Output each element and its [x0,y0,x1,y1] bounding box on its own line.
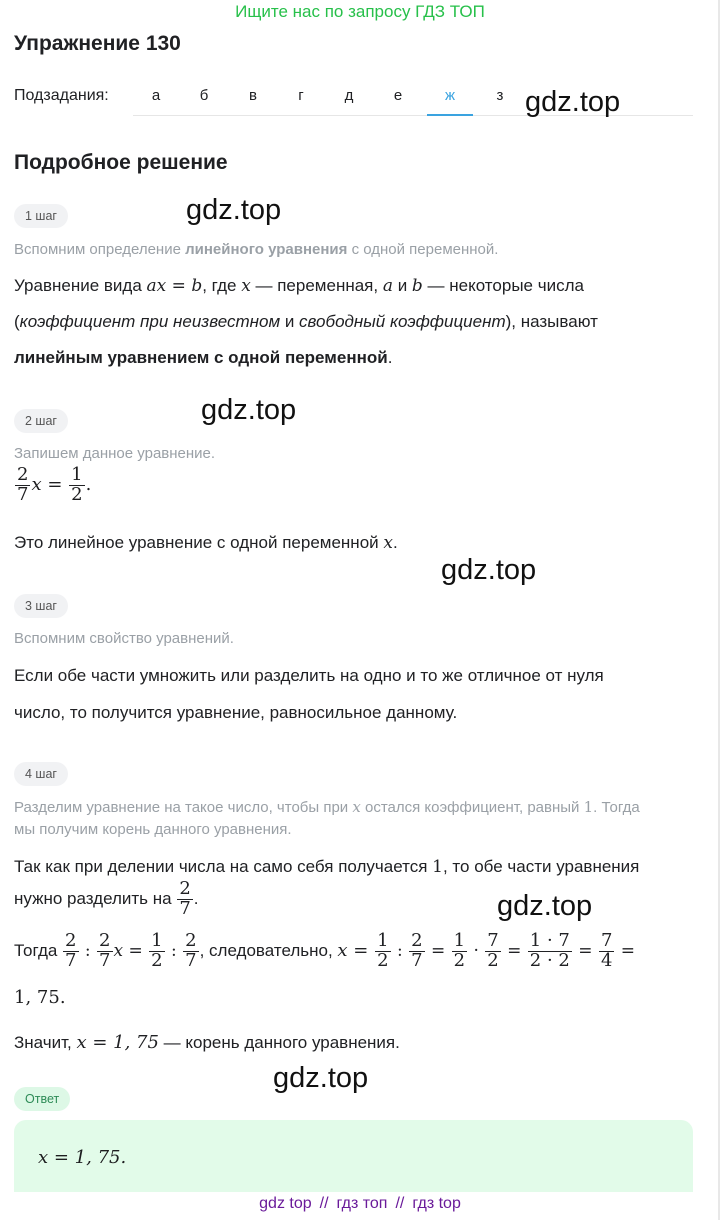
answer-value: x = 1, 75. [38,1147,127,1168]
page-title: Упражнение 130 [14,32,181,55]
step-hint: Разделим уравнение на такое число, чтобы при x остался коэффициент, равный 1. Тогда мы получим корень данного уравнения. [14,798,640,838]
subtask-tab-e[interactable]: е [393,87,403,104]
footer-links: gdz top // гдз топ // гдз top [259,1195,461,1212]
step-badge: 3 шаг [14,594,68,618]
top-banner: Ищите нас по запросу ГДЗ ТОП [235,2,485,21]
watermark: gdz.top [525,86,621,118]
subtask-tab-v[interactable]: в [249,87,257,104]
step-text: нужно разделить на $\frac{2}{7}$ . [14,878,199,919]
equation-line: Тогда $\frac{2}{7}$ : $\frac{2}{7}$ x = $\frac{1}{2}$ : $\frac{2}{7}$ , следовательно, x = $\frac{1}{2}$ : $\frac{2}{7}$ = $\frac{1}{2}$ · $\frac{7}{2}$ = $\frac{1 \cdot 7}{2 \cdot 2}$ = $\frac{7}{4}$ = [14,930,636,971]
section-title: Подробное решение [14,151,228,174]
subtask-tab-b[interactable]: б [199,87,209,104]
step-text: Уравнение вида ax = b, где x — переменная, a и b — некоторые числа (коэффициент при неизвестном и свободный коэффициент), называют линейным уравнением с одной переменной. [14,276,598,367]
step-badge: 4 шаг [14,762,68,786]
step-badge: 2 шаг [14,409,68,433]
subtask-tab-a[interactable]: а [151,87,161,104]
footer-link[interactable]: гдз топ [336,1195,388,1212]
answer-badge: Ответ [14,1087,70,1111]
watermark: gdz.top [186,194,282,226]
step-text: Если обе части умножить или разделить на одно и то же отличное от нуля число, то получится уравнение, равносильное данному. [14,666,604,722]
subtask-tab-zh[interactable]: ж [427,78,473,116]
subtasks-label: Подзадания: [14,87,109,104]
answer-box [14,1120,693,1192]
footer-link[interactable]: гдз top [412,1195,461,1212]
footer-link[interactable]: gdz top [259,1195,312,1212]
watermark: gdz.top [273,1062,369,1094]
step-text: Так как при делении числа на само себя получается 1, то обе части уравнения [14,857,640,877]
subtask-tab-g[interactable]: г [298,87,304,104]
step-text: Значит, x = 1, 75 — корень данного уравнения. [14,1032,400,1053]
watermark: gdz.top [441,554,537,586]
step-badge: 1 шаг [14,204,68,228]
step-hint: Вспомним определение линейного уравнения с одной переменной. [14,241,499,258]
step-hint: Запишем данное уравнение. [14,445,216,462]
step-hint: Вспомним свойство уравнений. [14,630,234,647]
subtask-tab-z[interactable]: з [496,87,504,104]
equation: $\frac{2}{7}$ x = $\frac{1}{2}$ . [17,464,92,505]
subtask-tab-d[interactable]: д [344,87,354,104]
watermark: gdz.top [497,890,593,922]
watermark: gdz.top [201,394,297,426]
equation-result: 1, 75. [14,987,66,1008]
step-text: Это линейное уравнение с одной переменной x. [14,533,398,553]
